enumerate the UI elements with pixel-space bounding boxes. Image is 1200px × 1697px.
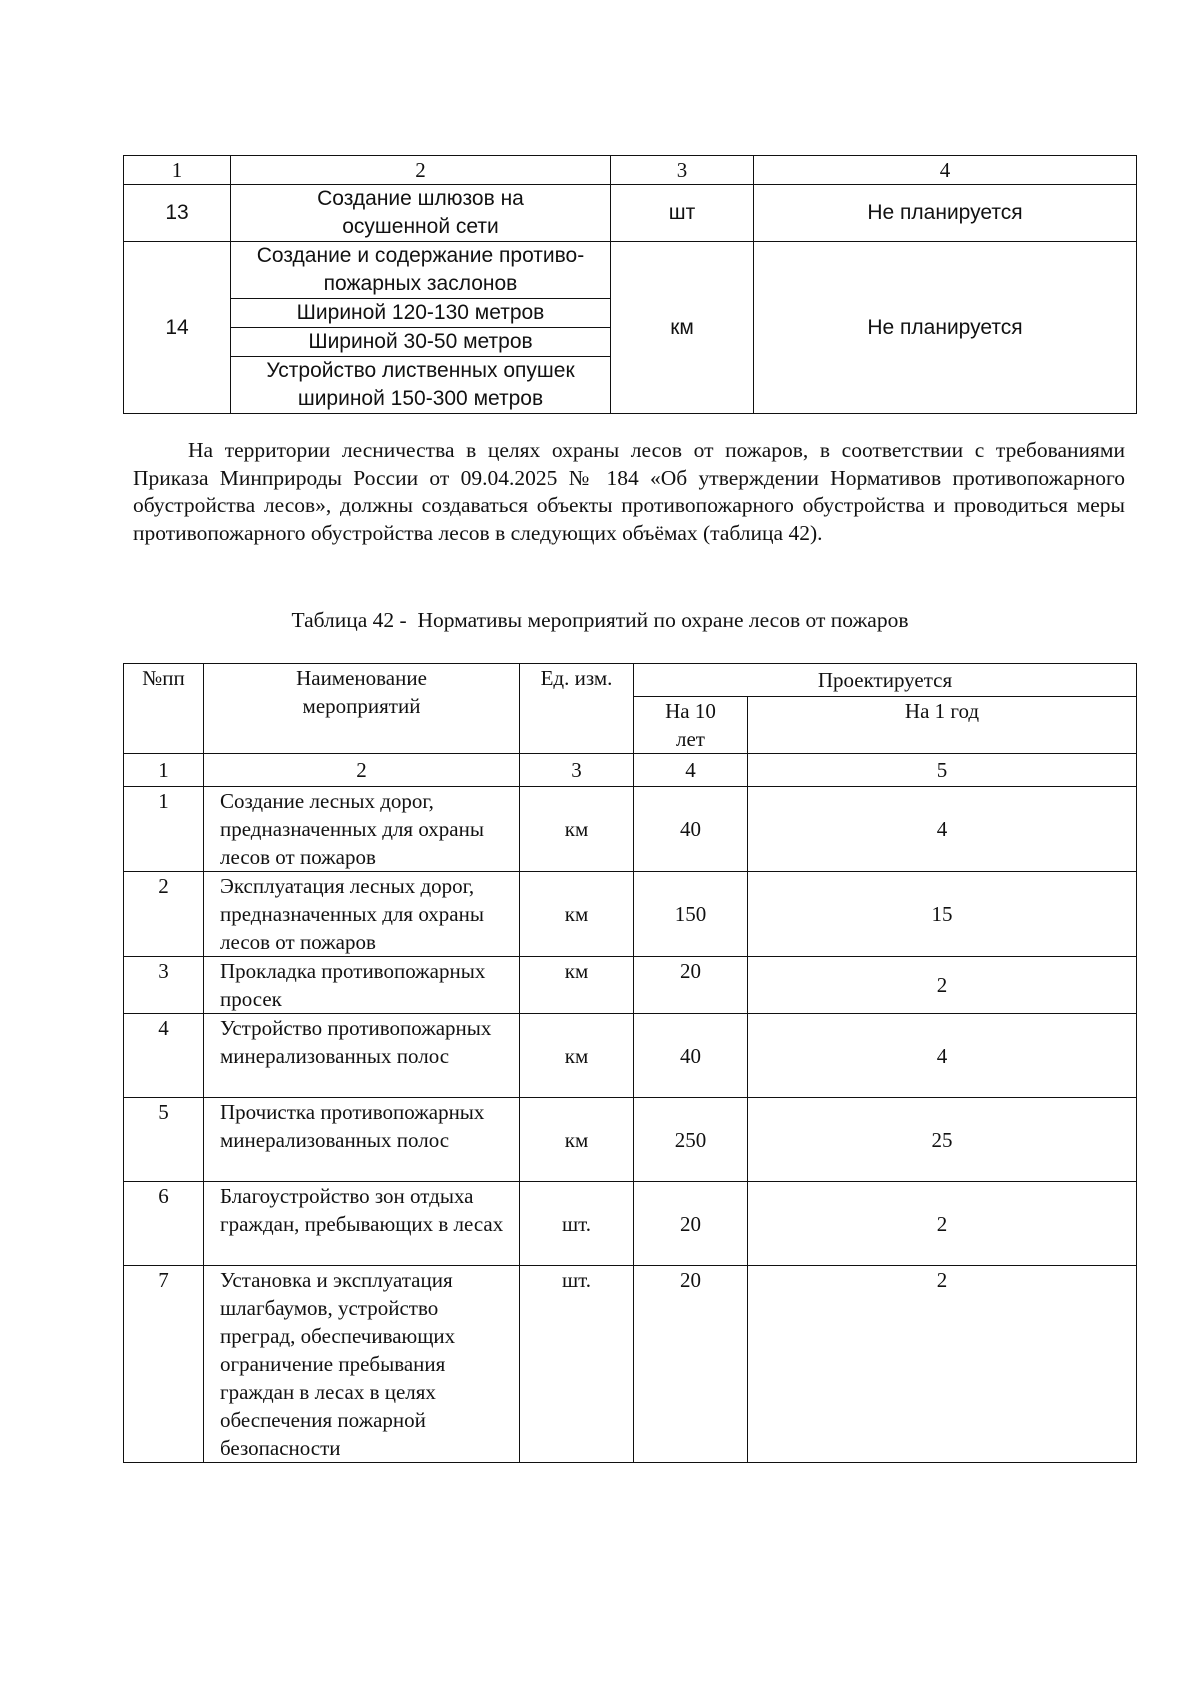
table-row xyxy=(124,872,1137,957)
row-ten-years: 40 xyxy=(634,787,748,872)
row-number: 2 xyxy=(124,872,204,957)
index-cell: 2 xyxy=(204,754,520,787)
subrow-name: Устройство лиственных опушек шириной 150-300 метров xyxy=(231,356,610,413)
row-one-year: 4 xyxy=(748,787,1137,872)
row-number: 13 xyxy=(124,185,231,242)
table-row xyxy=(124,957,1137,1014)
row-name: Установка и эксплуатация шлагбаумов, устройство преград, обеспечивающих ограничение пребывания граждан в лесах в целях обеспечения пожарной безопасности xyxy=(204,1266,520,1463)
index-cell: 4 xyxy=(634,754,748,787)
intro-paragraph: На территории лесничества в целях охраны лесов от пожаров, в соответствии с требованиями Приказа Минприроды России от 09.04.2025 № 184 «Об утверждении Нормативов противопожарного обустройства лесов», должны создаваться объекты противопожарного обустройства и проводиться меры противопожарного обустройства лесов в следующих объёмах (таблица 42). xyxy=(133,438,1125,545)
row-name: Прокладка противопожарных просек xyxy=(204,957,520,1014)
row-unit: шт. xyxy=(520,1182,634,1266)
row-ten-years: 250 xyxy=(634,1098,748,1182)
header-cell: 4 xyxy=(754,156,1137,185)
table-row xyxy=(124,1182,1137,1266)
subrow-name: Создание и содержание противо-пожарных заслонов xyxy=(256,244,585,295)
index-cell: 5 xyxy=(748,754,1137,787)
header-cell: 3 xyxy=(611,156,754,185)
row-name: Создание лесных дорог, предназначенных для охраны лесов от пожаров xyxy=(204,787,520,872)
table-row xyxy=(124,1266,1137,1463)
row-value: Не планируется xyxy=(754,185,1137,242)
row-one-year: 4 xyxy=(748,1014,1137,1098)
row-number: 7 xyxy=(124,1266,204,1463)
row-one-year: 25 xyxy=(748,1098,1137,1182)
table-row xyxy=(124,242,1137,414)
header-cell: 1 xyxy=(124,156,231,185)
row-unit: км xyxy=(520,1014,634,1098)
row-name: Устройство противопожарных минерализованных полос xyxy=(204,1014,520,1098)
table-row xyxy=(124,1014,1137,1098)
row-ten-years: 150 xyxy=(634,872,748,957)
header-projected: Проектируется xyxy=(634,664,1137,697)
row-ten-years: 20 xyxy=(634,1182,748,1266)
table-row xyxy=(124,1098,1137,1182)
continued-table-header-row xyxy=(124,156,1137,185)
row-name: Эксплуатация лесных дорог, предназначенных для охраны лесов от пожаров xyxy=(204,872,520,957)
table-row xyxy=(124,185,1137,242)
row-unit: км xyxy=(611,242,754,414)
row-one-year: 15 xyxy=(748,872,1137,957)
fire-protection-table xyxy=(123,663,1137,1463)
subrow-name: Шириной 30-50 метров xyxy=(231,327,610,356)
header-cell: 2 xyxy=(231,156,611,185)
row-unit: км xyxy=(520,787,634,872)
row-unit: шт xyxy=(611,185,754,242)
row-number: 5 xyxy=(124,1098,204,1182)
header-num: №пп xyxy=(124,664,204,754)
header-ten-years: На 10 лет xyxy=(634,697,748,754)
column-index-row xyxy=(124,754,1137,787)
row-ten-years: 40 xyxy=(634,1014,748,1098)
row-value: Не планируется xyxy=(754,242,1137,414)
row-unit: км xyxy=(520,957,634,1014)
row-name-group xyxy=(231,242,611,414)
row-one-year: 2 xyxy=(748,1182,1137,1266)
row-number: 3 xyxy=(124,957,204,1014)
row-one-year: 2 xyxy=(748,1266,1137,1463)
continued-table xyxy=(123,155,1137,414)
header-row xyxy=(124,664,1137,697)
table-row xyxy=(124,787,1137,872)
row-number: 1 xyxy=(124,787,204,872)
row-name: Прочистка противопожарных минерализованных полос xyxy=(204,1098,520,1182)
row-unit: км xyxy=(520,872,634,957)
subrow-name: Шириной 120-130 метров xyxy=(231,298,610,327)
header-one-year: На 1 год xyxy=(748,697,1137,754)
row-ten-years: 20 xyxy=(634,1266,748,1463)
row-unit: шт. xyxy=(520,1266,634,1463)
row-number: 14 xyxy=(124,242,231,414)
index-cell: 3 xyxy=(520,754,634,787)
row-one-year: 2 xyxy=(748,957,1137,1014)
row-ten-years: 20 xyxy=(634,957,748,1014)
row-number: 4 xyxy=(124,1014,204,1098)
header-name: Наименование мероприятий xyxy=(204,664,520,754)
table-caption: Таблица 42 - Нормативы мероприятий по охране лесов от пожаров xyxy=(291,608,909,632)
row-name: Создание шлюзов на осушенной сети xyxy=(231,185,611,242)
row-name: Благоустройство зон отдыха граждан, пребывающих в лесах xyxy=(204,1182,520,1266)
row-number: 6 xyxy=(124,1182,204,1266)
row-unit: км xyxy=(520,1098,634,1182)
index-cell: 1 xyxy=(124,754,204,787)
header-unit: Ед. изм. xyxy=(520,664,634,754)
